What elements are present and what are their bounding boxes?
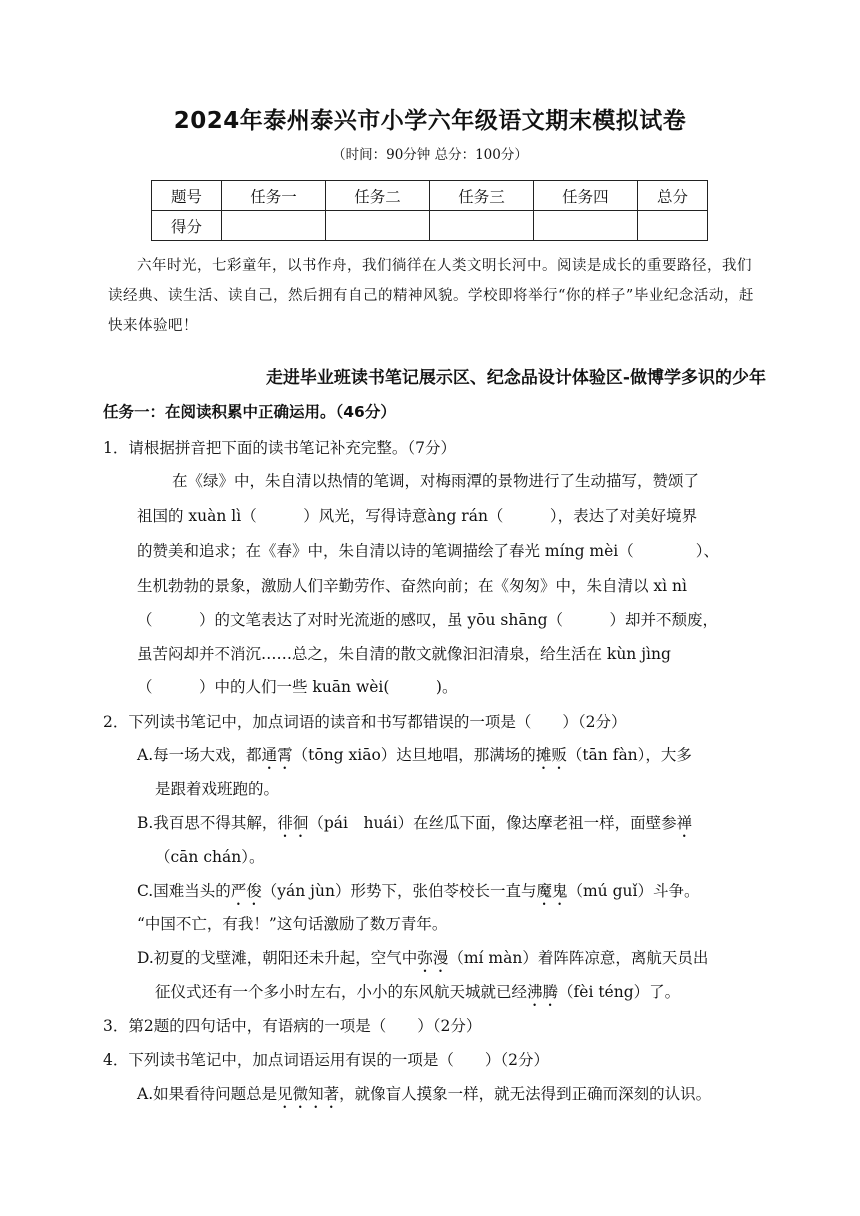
score-row-label: 得分 xyxy=(152,211,222,241)
dotted-word: 见微知著 xyxy=(277,1085,340,1103)
option-text: D.初夏的戈壁滩，朝阳还未升起，空气中 xyxy=(137,949,418,967)
option-text: （mí màn）着阵阵凉意，离航天员出 xyxy=(448,949,709,967)
option-text: C.国难当头的 xyxy=(137,882,231,900)
q2-stem: 2．下列读书笔记中，加点词语的读音和书写都错误的一项是（ ）（2分） xyxy=(103,713,627,731)
option-text: （mú guǐ）斗争。 xyxy=(567,882,700,900)
option-text: （tān fàn），大多 xyxy=(566,746,692,764)
q2-option-a-cont: 是跟着戏班跑的。 xyxy=(155,780,280,798)
dotted-word: 沸腾 xyxy=(527,983,559,1001)
q2-option-b-cont: （cān chán）。 xyxy=(155,848,265,866)
dotted-word: 摊贩 xyxy=(535,746,567,764)
q1-stem: 1．请根据拼音把下面的读书笔记补充完整。（7分） xyxy=(103,439,456,457)
option-text: （fèi téng）了。 xyxy=(558,983,681,1001)
dotted-word: 严俊 xyxy=(230,882,262,900)
q2-option-d-cont xyxy=(155,980,680,1010)
score-table-header-cell: 任务三 xyxy=(429,181,533,211)
dotted-word: 禅 xyxy=(676,814,693,832)
section-heading: 走进毕业班读书笔记展示区、纪念品设计体验区-做博学多识的少年 xyxy=(265,368,766,388)
option-text: A.如果看待问题总是 xyxy=(137,1085,278,1103)
q2-option-a xyxy=(137,743,692,773)
dotted-word: 通霄 xyxy=(261,746,293,764)
exam-subtitle: （时间：90分钟 总分：100分） xyxy=(332,147,528,163)
q1-line: 在《绿》中，朱自清以热情的笔调，对梅雨潭的景物进行了生动描写，赞颂了 xyxy=(172,472,700,490)
score-cell[interactable] xyxy=(222,211,326,241)
option-text: （tōng xiāo）达旦地唱，那满场的 xyxy=(292,746,536,764)
score-cell[interactable] xyxy=(637,211,707,241)
dotted-word: 徘徊 xyxy=(277,814,309,832)
score-table-header-row xyxy=(152,181,708,211)
score-cell[interactable] xyxy=(429,211,533,241)
score-cell[interactable] xyxy=(533,211,637,241)
score-table-header-cell: 总分 xyxy=(637,181,707,211)
dotted-word: 魔鬼 xyxy=(536,882,568,900)
q4-stem: 4．下列读书笔记中，加点词语运用有误的一项是（ ）（2分） xyxy=(103,1051,549,1069)
task1-heading: 任务一：在阅读积累中正确运用。（46分） xyxy=(103,403,396,421)
intro-paragraph: 六年时光，七彩童年，以书作舟，我们徜徉在人类文明长河中。阅读是成长的重要路径，我们读经典、读生活、读自己，然后拥有自己的精神风貌。学校即将举行“你的样子”毕业纪念活动，赶快来体验吧！ xyxy=(108,258,754,334)
score-table xyxy=(151,180,708,241)
option-text: 征仪式还有一个多小时左右，小小的东风航天城就已经 xyxy=(155,983,528,1001)
score-cell[interactable] xyxy=(326,211,430,241)
score-table-header-cell: 任务四 xyxy=(533,181,637,211)
option-text: B.我百思不得其解， xyxy=(137,814,278,832)
option-text: ，就像盲人摸象一样，就无法得到正确而深刻的认识。 xyxy=(339,1085,712,1103)
q2-option-d xyxy=(137,946,708,976)
q1-line: 虽苦闷却并不消沉……总之，朱自清的散文就像汩汩清泉，给生活在 kùn jìng xyxy=(137,645,671,663)
option-text: A.每一场大戏，都 xyxy=(137,746,262,764)
q2-option-b xyxy=(137,811,692,841)
q1-line: 生机勃勃的景象，激励人们辛勤劳作、奋然向前；在《匆匆》中，朱自清以 xì nì xyxy=(137,577,687,595)
score-table-score-row xyxy=(152,211,708,241)
q3-stem: 3．第2题的四句话中，有语病的一项是（ ）（2分） xyxy=(103,1017,482,1035)
option-text: （pái huái）在丝瓜下面，像达摩老祖一样，面壁参 xyxy=(308,814,677,832)
q1-line: 的赞美和追求；在《春》中，朱自清以诗的笔调描绘了春光 míng mèi（ ）、 xyxy=(137,542,719,560)
q2-option-c xyxy=(137,879,699,909)
q2-option-c-cont: “中国不亡，有我！”这句话激励了数万青年。 xyxy=(137,915,448,933)
q4-option-a xyxy=(137,1082,711,1112)
score-table-header-cell: 任务二 xyxy=(326,181,430,211)
q1-line: （ ）中的人们一些 kuān wèi( )。 xyxy=(137,678,458,696)
exam-title: 2024年泰州泰兴市小学六年级语文期末模拟试卷 xyxy=(173,108,687,134)
option-text: （yán jùn）形势下，张伯苓校长一直与 xyxy=(261,882,537,900)
q1-line: 祖国的 xuàn lì（ ）风光，写得诗意àng rán（ ），表达了对美好境界 xyxy=(137,507,698,525)
dotted-word: 弥漫 xyxy=(417,949,449,967)
score-table-header-cell: 题号 xyxy=(152,181,222,211)
q1-line: （ ）的文笔表达了对时光流逝的感叹，虽 yōu shāng（ ）却并不颓废， xyxy=(137,611,719,629)
score-table-header-cell: 任务一 xyxy=(222,181,326,211)
